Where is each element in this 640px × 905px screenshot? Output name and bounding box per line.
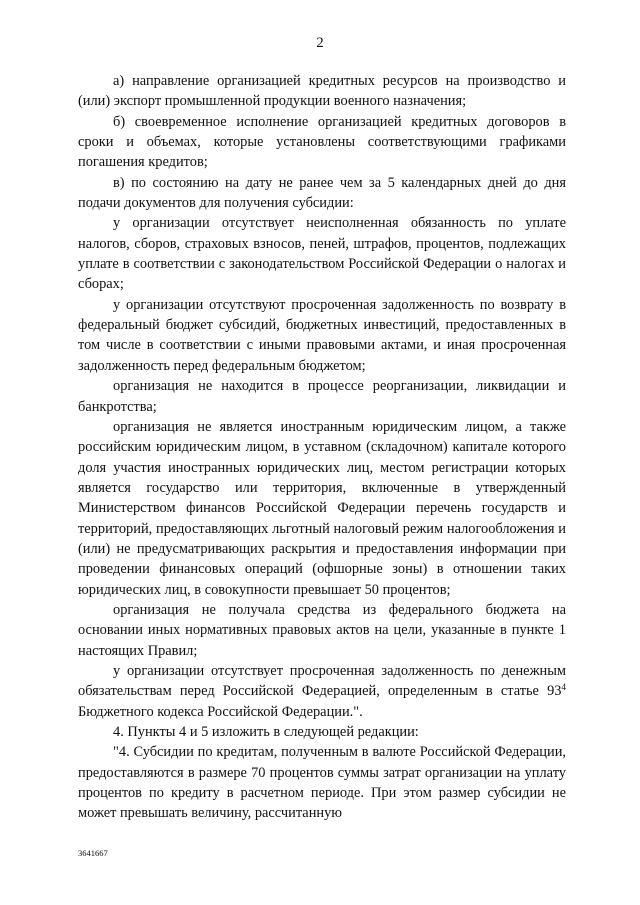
paragraph-not-foreign-entity: организация не является иностранным юридическим лицом, а также российским юридическим лицом, в уставном (складочном) капитале которого доля участия иностранных юридических лиц, местом регистрации которых является государство или территория, включенные в утвержденный Министерством финансов Российской Федерации перечень государств и территорий, предоставляющих льготный налоговый режим налогообложения и (или) не предусматривающих раскрытия и предоставления информации при проведении финансовых операций (офшорные зоны) в отношении таких юридических лиц, в совокупности превышает 50 процентов; (78, 418, 566, 598)
paragraph-text-before-sup: у организации отсутствует просроченная задолженность по денежным обязательствам перед Российской Федерацией, определенным в статье 93 (78, 662, 566, 700)
paragraph-item-v: в) по состоянию на дату не ранее чем за 5 календарных дней до дня подачи документов для получения субсидии: (78, 174, 566, 212)
paragraph-no-overdue-budget-debt: у организации отсутствуют просроченная задолженность по возврату в федеральный бюджет субсидий, бюджетных инвестиций, предоставленных в том числе в соответствии с иными правовыми актами, и иная просроченная задолженность перед федеральным бюджетом; (78, 296, 566, 374)
superscript-article-number: 4 (561, 682, 566, 693)
paragraph-no-tax-debt: у организации отсутствует неисполненная обязанность по уплате налогов, сборов, страховых взносов, пеней, штрафов, процентов, подлежащих уплате в соответствии с законодательством Российской Федерации о налогах и сборах; (78, 215, 566, 293)
paragraph-item-a: а) направление организацией кредитных ресурсов на производство и (или) экспорт промышленной продукции военного назначения; (78, 73, 566, 110)
document-body (78, 71, 566, 824)
paragraph-no-other-funds: организация не получала средства из федерального бюджета на основании иных нормативных правовых актов на цели, указанные в пункте 1 настоящих Правил; (78, 601, 566, 659)
paragraph-text-after-sup: Бюджетного кодекса Российской Федерации.". (78, 703, 363, 720)
paragraph-item-4-heading: 4. Пункты 4 и 5 изложить в следующей редакции: (113, 724, 419, 740)
paragraph-no-monetary-obligations (78, 661, 566, 722)
paragraph-no-reorganization: организация не находится в процессе реорганизации, ликвидации и банкротства; (78, 378, 566, 415)
paragraph-subsidy-ruble-credits: "4. Субсидии по кредитам, полученным в валюте Российской Федерации, предоставляются в размере 70 процентов суммы затрат организации на уплату процентов по кредиту в расчетном периоде. При этом размер субсидии не может превышать величину, рассчитанную (78, 744, 566, 822)
page-number: 2 (316, 35, 324, 51)
paragraph-item-b: б) своевременное исполнение организацией кредитных договоров в сроки и объемах, которые установлены соответствующими графиками погашения кредитов; (78, 113, 566, 171)
document-code: 3641667 (78, 848, 108, 858)
